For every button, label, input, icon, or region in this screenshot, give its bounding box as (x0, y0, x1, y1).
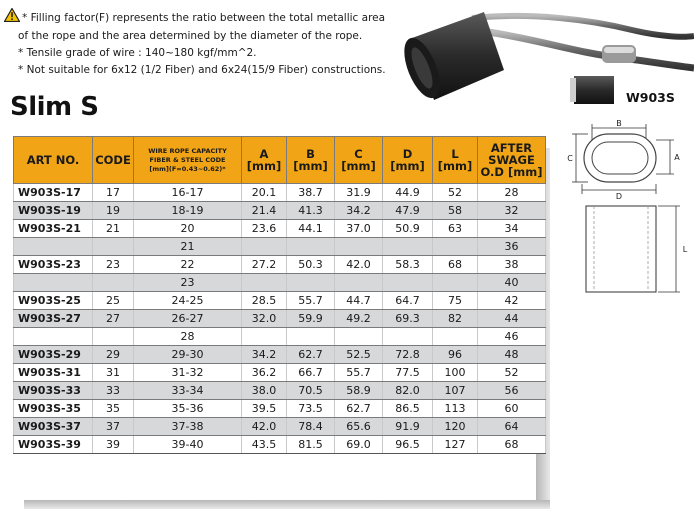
cell-cap: 23 (134, 274, 242, 292)
cell-od: 32 (478, 202, 546, 220)
cell-code: 29 (93, 346, 134, 364)
note-line-4 (4, 62, 394, 79)
cell-code: 17 (93, 184, 134, 202)
cell-b: 62.7 (287, 346, 335, 364)
cell-d: 47.9 (383, 202, 433, 220)
cell-l: 127 (433, 436, 478, 454)
cell-c: 31.9 (335, 184, 383, 202)
cell-cap: 28 (134, 328, 242, 346)
header-capacity-line1: WIRE ROPE CAPACITY (148, 146, 227, 155)
cell-cap: 26-27 (134, 310, 242, 328)
table-row (14, 364, 546, 382)
note-text: of the rope and the area determined by the diameter of the rope. (18, 30, 363, 42)
cell-od: 60 (478, 400, 546, 418)
cell-art: W903S-35 (14, 400, 93, 418)
cell-b (287, 328, 335, 346)
cell-cap: 16-17 (134, 184, 242, 202)
cell-a: 32.0 (242, 310, 287, 328)
cell-b: 41.3 (287, 202, 335, 220)
cell-art: W903S-29 (14, 346, 93, 364)
cell-code: 35 (93, 400, 134, 418)
cell-cap: 20 (134, 220, 242, 238)
cell-od: 40 (478, 274, 546, 292)
cell-od: 64 (478, 418, 546, 436)
note-line-1 (4, 8, 394, 28)
notes-block (4, 8, 394, 79)
cell-art: W903S-39 (14, 436, 93, 454)
cell-cap: 31-32 (134, 364, 242, 382)
page-title: Slim S (10, 92, 99, 122)
cell-a (242, 238, 287, 256)
cell-a: 21.4 (242, 202, 287, 220)
header-after-line2: SWAGE (488, 153, 535, 167)
cell-l: 68 (433, 256, 478, 274)
cell-a: 39.5 (242, 400, 287, 418)
cell-cap: 33-34 (134, 382, 242, 400)
table-row (14, 436, 546, 454)
note-line-2 (4, 28, 394, 45)
cell-a: 42.0 (242, 418, 287, 436)
cell-l (433, 328, 478, 346)
cell-l: 75 (433, 292, 478, 310)
cell-od: 36 (478, 238, 546, 256)
cell-c: 37.0 (335, 220, 383, 238)
cell-a: 27.2 (242, 256, 287, 274)
cell-cap: 21 (134, 238, 242, 256)
cell-d: 72.8 (383, 346, 433, 364)
cell-c (335, 328, 383, 346)
table-row (14, 346, 546, 364)
header-capacity-line3: [mm](F=0.43~0.62)* (149, 164, 226, 173)
cell-c (335, 274, 383, 292)
cell-code: 25 (93, 292, 134, 310)
cell-b: 73.5 (287, 400, 335, 418)
cell-a: 36.2 (242, 364, 287, 382)
cell-cap: 29-30 (134, 346, 242, 364)
table-shadow-bottom (24, 500, 550, 509)
cell-code: 21 (93, 220, 134, 238)
cell-l: 63 (433, 220, 478, 238)
cell-d: 96.5 (383, 436, 433, 454)
header-after-swage (478, 137, 546, 184)
spec-table (13, 136, 546, 454)
cell-c (335, 238, 383, 256)
diagram-label-b: B (616, 119, 622, 128)
cell-od: 56 (478, 382, 546, 400)
cell-cap: 22 (134, 256, 242, 274)
cell-od: 42 (478, 292, 546, 310)
cell-d: 50.9 (383, 220, 433, 238)
table-row (14, 202, 546, 220)
header-l: L [mm] (433, 137, 478, 184)
cell-code: 37 (93, 418, 134, 436)
table-row (14, 220, 546, 238)
table-row (14, 184, 546, 202)
cell-od: 68 (478, 436, 546, 454)
spec-table-wrapper (13, 136, 545, 454)
cell-l: 58 (433, 202, 478, 220)
table-row (14, 238, 546, 256)
header-a: A [mm] (242, 137, 287, 184)
table-body (14, 184, 546, 454)
cell-code: 39 (93, 436, 134, 454)
cell-art: W903S-27 (14, 310, 93, 328)
cell-d (383, 328, 433, 346)
cell-art (14, 274, 93, 292)
header-after-line1: AFTER (490, 141, 533, 155)
cell-a (242, 274, 287, 292)
cell-c: 65.6 (335, 418, 383, 436)
cell-d: 44.9 (383, 184, 433, 202)
cell-art: W903S-23 (14, 256, 93, 274)
cell-od: 44 (478, 310, 546, 328)
header-code: CODE (93, 137, 134, 184)
header-b: B [mm] (287, 137, 335, 184)
cell-code: 19 (93, 202, 134, 220)
cell-l: 120 (433, 418, 478, 436)
cell-b: 44.1 (287, 220, 335, 238)
cell-d (383, 238, 433, 256)
header-capacity-line2: FIBER & STEEL CODE (149, 155, 226, 164)
cell-l: 52 (433, 184, 478, 202)
cell-d: 69.3 (383, 310, 433, 328)
cell-art: W903S-31 (14, 364, 93, 382)
cell-code: 27 (93, 310, 134, 328)
cell-od: 46 (478, 328, 546, 346)
diagram-label-a: A (674, 153, 680, 162)
cell-code: 23 (93, 256, 134, 274)
cell-code (93, 274, 134, 292)
cell-code: 33 (93, 382, 134, 400)
header-art-no: ART NO. (14, 137, 93, 184)
cell-art: W903S-37 (14, 418, 93, 436)
cell-l (433, 274, 478, 292)
cell-l: 96 (433, 346, 478, 364)
cell-art: W903S-33 (14, 382, 93, 400)
cell-d: 58.3 (383, 256, 433, 274)
cell-c: 42.0 (335, 256, 383, 274)
diagram-label-l: L (682, 245, 688, 254)
cell-c: 69.0 (335, 436, 383, 454)
cell-b (287, 274, 335, 292)
cell-d: 91.9 (383, 418, 433, 436)
cell-code (93, 238, 134, 256)
cell-art (14, 238, 93, 256)
cell-b: 66.7 (287, 364, 335, 382)
cell-od: 34 (478, 220, 546, 238)
table-row (14, 382, 546, 400)
cell-a: 20.1 (242, 184, 287, 202)
header-d: D [mm] (383, 137, 433, 184)
cell-code (93, 328, 134, 346)
cell-od: 48 (478, 346, 546, 364)
note-text: * Filling factor(F) represents the ratio between the total metallic area (22, 12, 386, 24)
warning-icon (4, 8, 22, 28)
note-text: * Tensile grade of wire : 140~180 kgf/mm^2. (18, 47, 257, 59)
cell-a (242, 328, 287, 346)
product-label: W903S (626, 90, 675, 105)
cell-art: W903S-21 (14, 220, 93, 238)
table-row (14, 418, 546, 436)
table-row (14, 292, 546, 310)
cell-a: 34.2 (242, 346, 287, 364)
cell-l: 113 (433, 400, 478, 418)
cell-l (433, 238, 478, 256)
cell-c: 62.7 (335, 400, 383, 418)
cell-d: 86.5 (383, 400, 433, 418)
cell-art: W903S-25 (14, 292, 93, 310)
cell-od: 52 (478, 364, 546, 382)
table-row (14, 400, 546, 418)
cell-b: 81.5 (287, 436, 335, 454)
cell-b: 70.5 (287, 382, 335, 400)
cell-cap: 35-36 (134, 400, 242, 418)
cell-b: 78.4 (287, 418, 335, 436)
table-row (14, 310, 546, 328)
cell-b: 38.7 (287, 184, 335, 202)
cell-art: W903S-19 (14, 202, 93, 220)
cell-cap: 18-19 (134, 202, 242, 220)
table-row (14, 328, 546, 346)
cell-b: 55.7 (287, 292, 335, 310)
note-text: * Not suitable for 6x12 (1/2 Fiber) and 6x24(15/9 Fiber) constructions. (18, 64, 386, 76)
cell-c: 34.2 (335, 202, 383, 220)
cell-od: 28 (478, 184, 546, 202)
cell-code: 31 (93, 364, 134, 382)
diagram-label-c: C (567, 154, 573, 163)
cell-art: W903S-17 (14, 184, 93, 202)
cell-c: 49.2 (335, 310, 383, 328)
cell-d: 77.5 (383, 364, 433, 382)
cell-cap: 37-38 (134, 418, 242, 436)
cell-c: 52.5 (335, 346, 383, 364)
header-after-line3: O.D [mm] (480, 165, 543, 179)
cell-b: 59.9 (287, 310, 335, 328)
diagram-label-d: D (615, 192, 623, 201)
cell-b (287, 238, 335, 256)
cell-art (14, 328, 93, 346)
header-c: C [mm] (335, 137, 383, 184)
cell-d: 64.7 (383, 292, 433, 310)
cell-l: 107 (433, 382, 478, 400)
cell-a: 38.0 (242, 382, 287, 400)
cell-d (383, 274, 433, 292)
table-header-row (14, 137, 546, 184)
note-line-3 (4, 45, 394, 62)
cell-l: 100 (433, 364, 478, 382)
cell-cap: 24-25 (134, 292, 242, 310)
header-capacity (134, 137, 242, 184)
cell-d: 82.0 (383, 382, 433, 400)
cell-c: 44.7 (335, 292, 383, 310)
cell-a: 28.5 (242, 292, 287, 310)
table-row (14, 256, 546, 274)
cell-l: 82 (433, 310, 478, 328)
dimension-diagram (566, 118, 690, 298)
cell-cap: 39-40 (134, 436, 242, 454)
cell-b: 50.3 (287, 256, 335, 274)
cell-c: 55.7 (335, 364, 383, 382)
cell-a: 23.6 (242, 220, 287, 238)
cell-a: 43.5 (242, 436, 287, 454)
cell-c: 58.9 (335, 382, 383, 400)
table-row (14, 274, 546, 292)
cell-od: 38 (478, 256, 546, 274)
